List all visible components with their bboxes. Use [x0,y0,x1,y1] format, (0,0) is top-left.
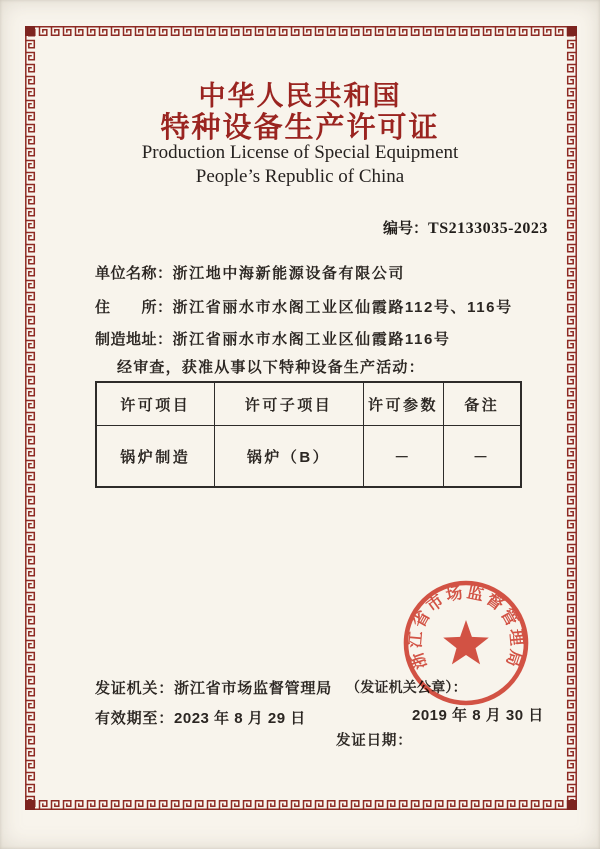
table-header-row [96,382,521,426]
table-row [96,426,521,488]
manufacture-address-value: 浙江省丽水市水阁工业区仙霞路116号 [172,331,451,348]
valid-until-line [95,707,306,728]
issue-date-value: 2019 年 8 月 30 日 [412,707,544,724]
company-name-label: 单位名称： [95,265,173,282]
title-cn-line2: 特种设备生产许可证 [160,112,440,144]
issuing-authority-line [95,677,332,698]
col-header-item: 许可项目 [96,382,214,426]
approval-note: 经审查，获准从事以下特种设备生产活动： [117,359,425,376]
manufacture-address-label: 制造地址： [95,331,173,348]
seal-text: 浙江省市场监督管理局 [406,583,526,672]
issuing-authority-value: 浙江省市场监督管理局 [174,680,333,697]
cell-sub-item: 锅炉（B） [214,426,363,488]
title-en-line1: Production License of Special Equipment [141,142,459,163]
valid-until-date: 2023 年 8 月 29 日 [174,710,306,727]
address-label: 住 所： [95,299,173,316]
license-scope-table [95,381,522,488]
seal-star [443,620,489,664]
cell-parameter: － [363,426,443,488]
cell-item: 锅炉制造 [96,426,214,488]
company-name-line [95,262,405,283]
official-seal [390,567,542,719]
cell-remark: － [443,426,521,488]
title-en-line2: People’s Republic of China [195,166,405,187]
license-number-label: 编号： [383,220,429,237]
manufacture-address-line [95,328,451,349]
col-header-remark: 备注 [443,382,521,426]
license-number [383,217,548,238]
col-header-parameter: 许可参数 [363,382,443,426]
address-line [95,296,513,317]
address-value: 浙江省丽水市水阁工业区仙霞路112号、116号 [172,299,513,316]
license-number-value: TS2133035-2023 [428,220,548,237]
company-name-value: 浙江地中海新能源设备有限公司 [172,265,405,282]
issue-date-label: 发证日期： [336,733,413,749]
title-cn-line1: 中华人民共和国 [198,81,402,111]
issuing-authority-label: 发证机关： [95,680,175,697]
valid-until-label: 有效期至： [95,710,175,727]
col-header-sub-item: 许可子项目 [214,382,363,426]
seal-note: （发证机关公章）： [346,679,467,695]
